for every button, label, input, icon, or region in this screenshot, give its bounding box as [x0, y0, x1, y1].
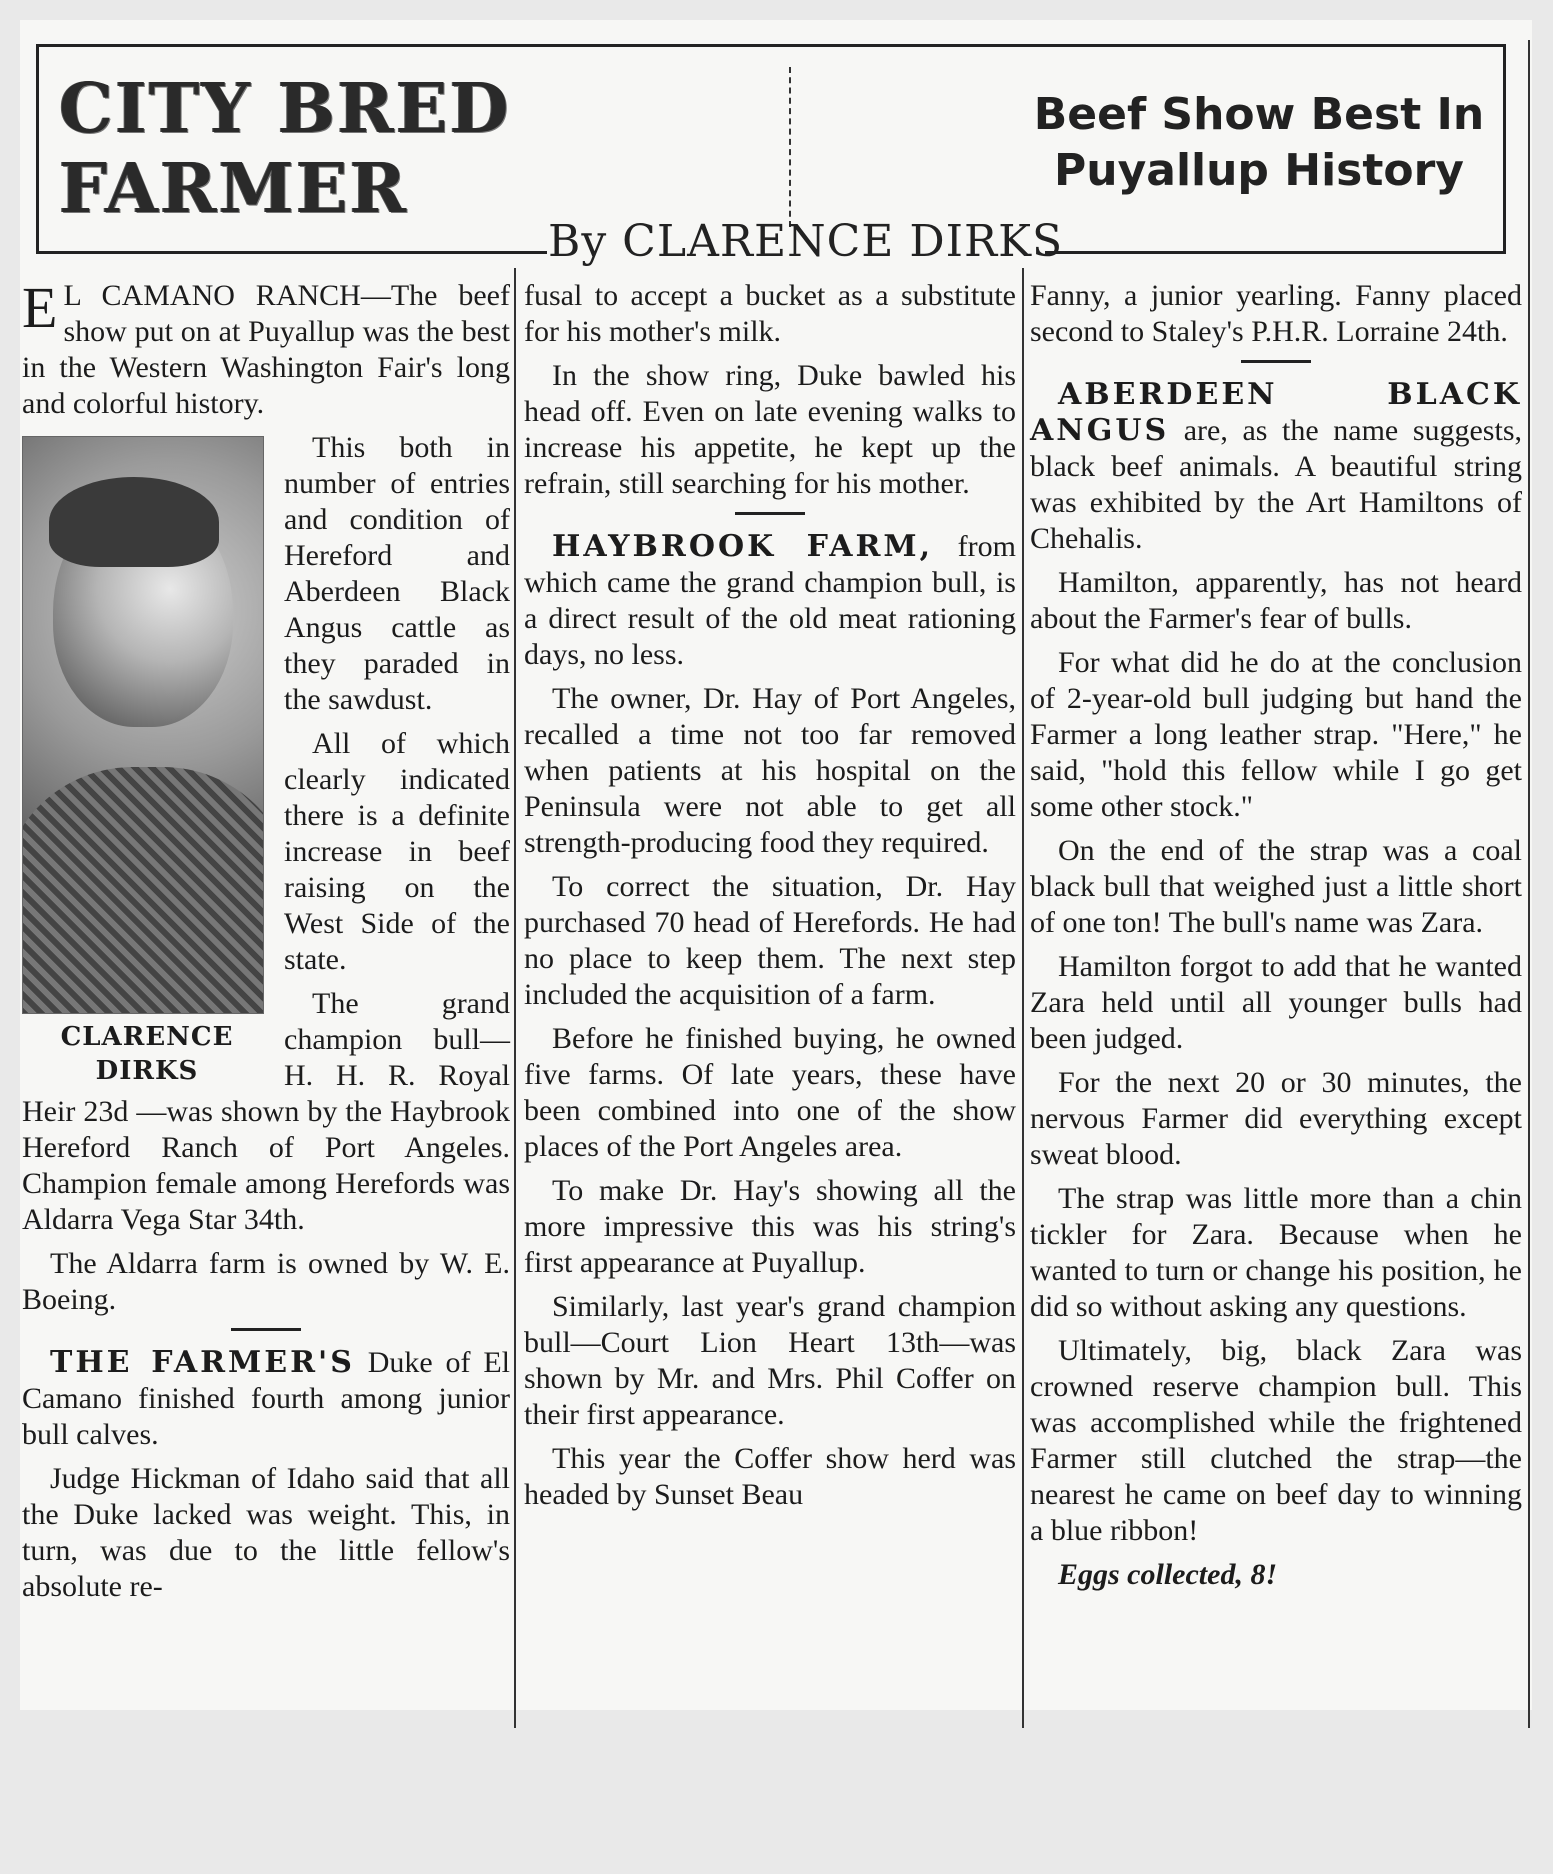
column-rule	[1022, 268, 1024, 1728]
masthead-line-2: FARMER	[59, 149, 409, 229]
paragraph: HAYBROOK FARM, from which came the grand champion bull, is a direct result of the old meat rationing days, no less.	[524, 529, 1016, 671]
header-rule-right	[1045, 251, 1503, 254]
paragraph: This year the Coffer show herd was headed by Sunset Beau	[524, 1442, 1016, 1511]
section-lead-in: HAYBROOK FARM,	[552, 529, 934, 564]
paragraph: THE FARMER'S Duke of El Camano finished fourth among junior bull calves.	[22, 1345, 510, 1451]
paragraph: All of which clearly indicated there is a definite increase in beef raising on the West Side of the state.	[284, 727, 510, 976]
article-headline	[1019, 87, 1499, 199]
paragraph: Hamilton, apparently, has not heard about the Farmer's fear of bulls.	[1030, 566, 1522, 635]
paragraph: The Aldarra farm is owned by W. E. Boeing.	[22, 1247, 510, 1316]
headline-line-2: Puyallup History	[1054, 145, 1464, 196]
section-rule	[1241, 360, 1311, 363]
paragraph: In the show ring, Duke bawled his head off. Even on late evening walks to increase his appetite, he kept up the refrain, still searching for his mother.	[524, 359, 1016, 500]
section-lead-in: ABERDEEN BLACK ANGUS	[1030, 377, 1522, 448]
author-photo	[22, 436, 264, 1014]
column-masthead	[59, 69, 511, 229]
article-column-3	[1030, 278, 1522, 1601]
section-lead-in: THE FARMER'S	[50, 1345, 355, 1380]
paragraph: The owner, Dr. Hay of Port Angeles, recalled a time not too far removed when patients at his hospital on the Peninsula were not able to get all strength-producing food they required.	[524, 682, 1016, 859]
byline: By CLARENCE DIRKS	[548, 216, 1064, 267]
header-rule-left	[39, 251, 547, 254]
paragraph: fusal to accept a bucket as a substitute for his mother's milk.	[524, 279, 1016, 348]
sign-off: Eggs collected, 8!	[1058, 1558, 1278, 1591]
header-divider	[789, 67, 793, 227]
paragraph: To make Dr. Hay's showing all the more impressive this was his string's first appearance at Puyallup.	[524, 1174, 1016, 1279]
paragraph: The grand champion bull—H. H. R. Royal Heir 23d —was shown by the Haybrook Hereford Ranch of Port Angeles. Champion female among Herefords was Aldarra Vega Star 34th.	[22, 987, 510, 1236]
paragraph: For what did he do at the conclusion of 2-year-old bull judging but hand the Farmer a long leather strap. "Here," he said, "hold this fellow while I go get some other stock."	[1030, 646, 1522, 823]
section-rule	[231, 1328, 301, 1331]
article-column-2	[524, 278, 1016, 1521]
paragraph: Before he finished buying, he owned five farms. Of late years, these have been combined into one of the show places of the Port Angeles area.	[524, 1022, 1016, 1163]
lead-paragraph	[22, 275, 510, 422]
photo-caption	[22, 1020, 272, 1088]
article-column-1	[22, 275, 510, 1613]
paragraph: This both in number of entries and condition of Hereford and Aberdeen Black Angus cattle as they paraded in the sawdust.	[284, 431, 510, 716]
paragraph: For the next 20 or 30 minutes, the nervous Farmer did everything except sweat blood.	[1030, 1066, 1522, 1171]
paragraph: ABERDEEN BLACK ANGUS are, as the name suggests, black beef animals. A beautiful string was exhibited by the Art Hamiltons of Chehalis.	[1030, 377, 1522, 555]
paragraph: On the end of the strap was a coal black bull that weighed just a little short of one ton! The bull's name was Zara.	[1030, 834, 1522, 939]
paragraph: To correct the situation, Dr. Hay purchased 70 head of Herefords. He had no place to keep them. The next step included the acquisition of a farm.	[524, 870, 1016, 1011]
paragraph: Similarly, last year's grand champion bull—Court Lion Heart 13th—was shown by Mr. and Mrs. Phil Coffer on their first appearance.	[524, 1290, 1016, 1431]
lead-text: L CAMANO RANCH—The beef show put on at Puyallup was the best in the Western Washington Fair's long and colorful history.	[22, 279, 510, 420]
drop-cap: E	[22, 275, 58, 340]
section-rule	[735, 512, 805, 515]
paragraph: Fanny, a junior yearling. Fanny placed second to Staley's P.H.R. Lorraine 24th.	[1030, 279, 1522, 348]
paragraph: The strap was little more than a chin tickler for Zara. Because when he wanted to turn or change his position, he did so without asking any questions.	[1030, 1182, 1522, 1323]
column-rule	[514, 268, 516, 1728]
headline-line-1: Beef Show Best In	[1033, 89, 1485, 140]
masthead-line-1: CITY BRED	[59, 69, 511, 149]
author-photo-block	[22, 436, 272, 1088]
caption-line-2: DIRKS	[95, 1056, 199, 1086]
column-rule	[1528, 40, 1530, 1728]
paragraph: Judge Hickman of Idaho said that all the Duke lacked was weight. This, in turn, was due to the little fellow's absolute re-	[22, 1462, 510, 1603]
paragraph: Hamilton forgot to add that he wanted Zara held until all younger bulls had been judged.	[1030, 950, 1522, 1055]
paragraph: Ultimately, big, black Zara was crowned reserve champion bull. This was accomplished while the frightened Farmer still clutched the strap—the nearest he came on beef day to winning a blue ribbon!	[1030, 1334, 1522, 1547]
caption-line-1: CLARENCE	[60, 1022, 234, 1052]
